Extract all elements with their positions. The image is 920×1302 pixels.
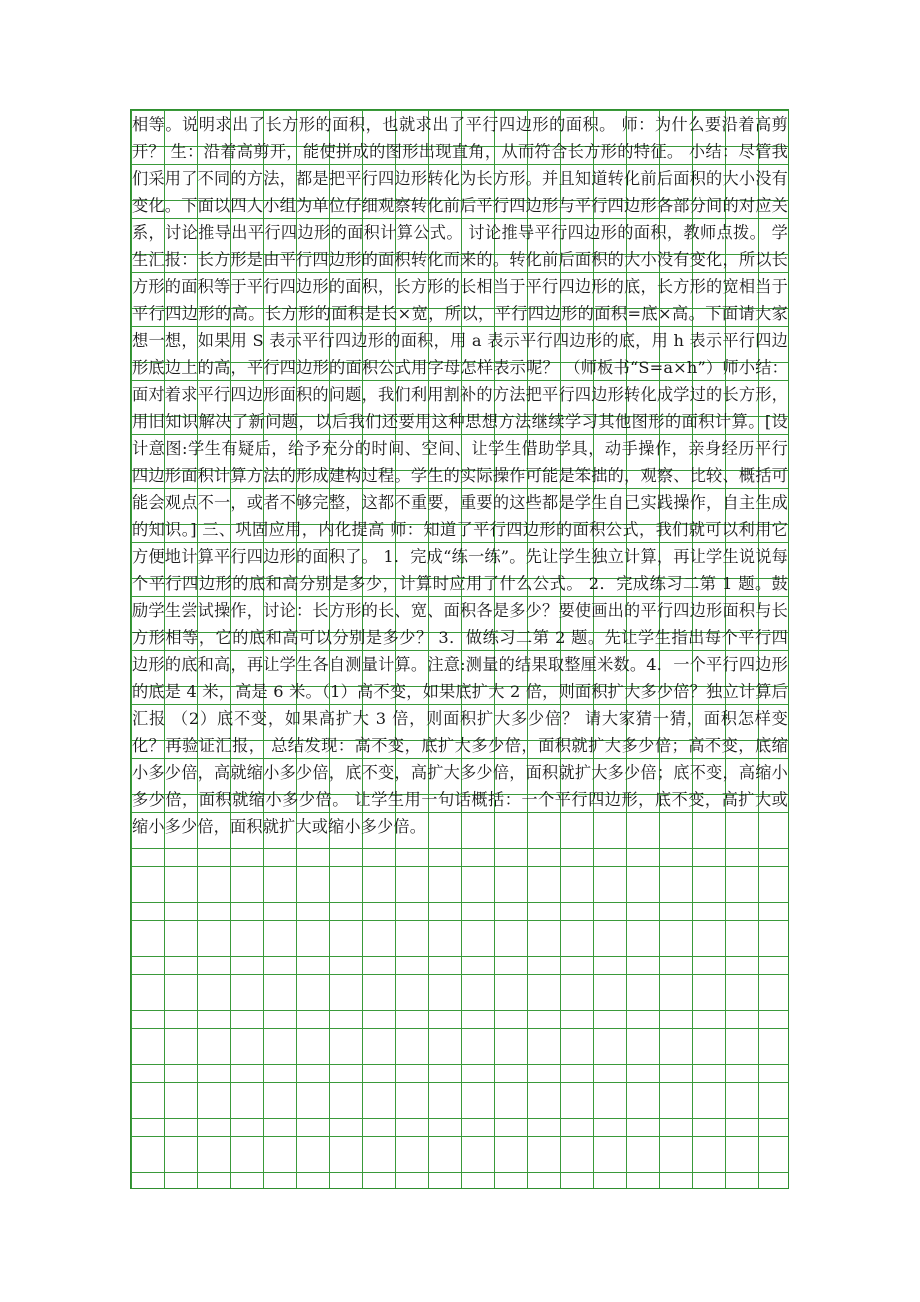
lesson-text: 相等。说明求出了长方形的面积，也就求出了平行四边形的面积。 师：为什么要沿着高剪开？ 生：沿着高剪开，能使拼成的图形出现直角，从而符合长方形的特征。 小结：尽管我们采用了不同的方法，都是把平行四边形转化为长方形。并且知道转化前后面积的大小没有变化。下面以四人小组为单位仔细观察转化前后平行四边形与平行四边形各部分间的对应关系，讨论推导出平行四边形的面积计算公式。 讨论推导平行四边形的面积，教师点拨。 学生汇报：长方形是由平行四边形的面积转化而来的。转化前后面积的大小没有变化，所以长方形的面积等于平行四边形的面积，长方形的长相当于平行四边形的底，长方形的宽相当于平行四边形的高。长方形的面积是长×宽，所以，平行四边形的面积=底×高。下面请大家想一想，如果用 S 表示平行四边形的面积，用 a 表示平行四边形的底，用 h 表示平行四边形底边上的高，平行四边形的面积公式用字母怎样表示呢？ （师板书“S=a×h”）师小结：面对着求平行四边形面积的问题，我们利用割补的方法把平行四边形转化成学过的长方形，用旧知识解决了新问题，以后我们还要用这种思想方法继续学习其他图形的面积计算。[设计意图:学生有疑后，给予充分的时间、空间、让学生借助学具，动手操作，亲身经历平行四边形面积计算方法的形成建构过程。学生的实际操作可能是笨拙的，观察、比较、概括可能会观点不一，或者不够完整，这都不重要，重要的这些都是学生自己实践操作，自主生成的知识。] 三、巩固应用，内化提高 师：知道了平行四边形的面积公式，我们就可以利用它方便地计算平行四边形的面积了。 1．完成“练一练”。先让学生独立计算，再让学生说说每个平行四边形的底和高分别是多少，计算时应用了什么公式。 2．完成练习二第 1 题。鼓励学生尝试操作，讨论：长方形的长、宽、面积各是多少？要使画出的平行四边形面积与长方形相等，它的底和高可以分别是多少？ 3．做练习二第 2 题。先让学生指出每个平行四边形的底和高，再让学生各自测量计算。注意:测量的结果取整厘米数。4．一个平行四边形的底是 4 米，高是 6 米。（1）高不变，如果底扩大 2 倍，则面积扩大多少倍？独立计算后汇报 （2）底不变，如果高扩大 3 倍，则面积扩大多少倍？ 请大家猜一猜，面积怎样变化？再验证汇报， 总结发现：高不变，底扩大多少倍，面积就扩大多少倍；高不变，底缩小多少倍，高就缩小多少倍，底不变，高扩大多少倍，面积就扩大多少倍；底不变，高缩小多少倍，面积就缩小多少倍。 让学生用一句话概括：一个平行四边形，底不变，高扩大或缩小多少倍，面积就扩大或缩小多少倍。 [132,115,788,836]
manuscript-grid-paper [130,109,789,1189]
